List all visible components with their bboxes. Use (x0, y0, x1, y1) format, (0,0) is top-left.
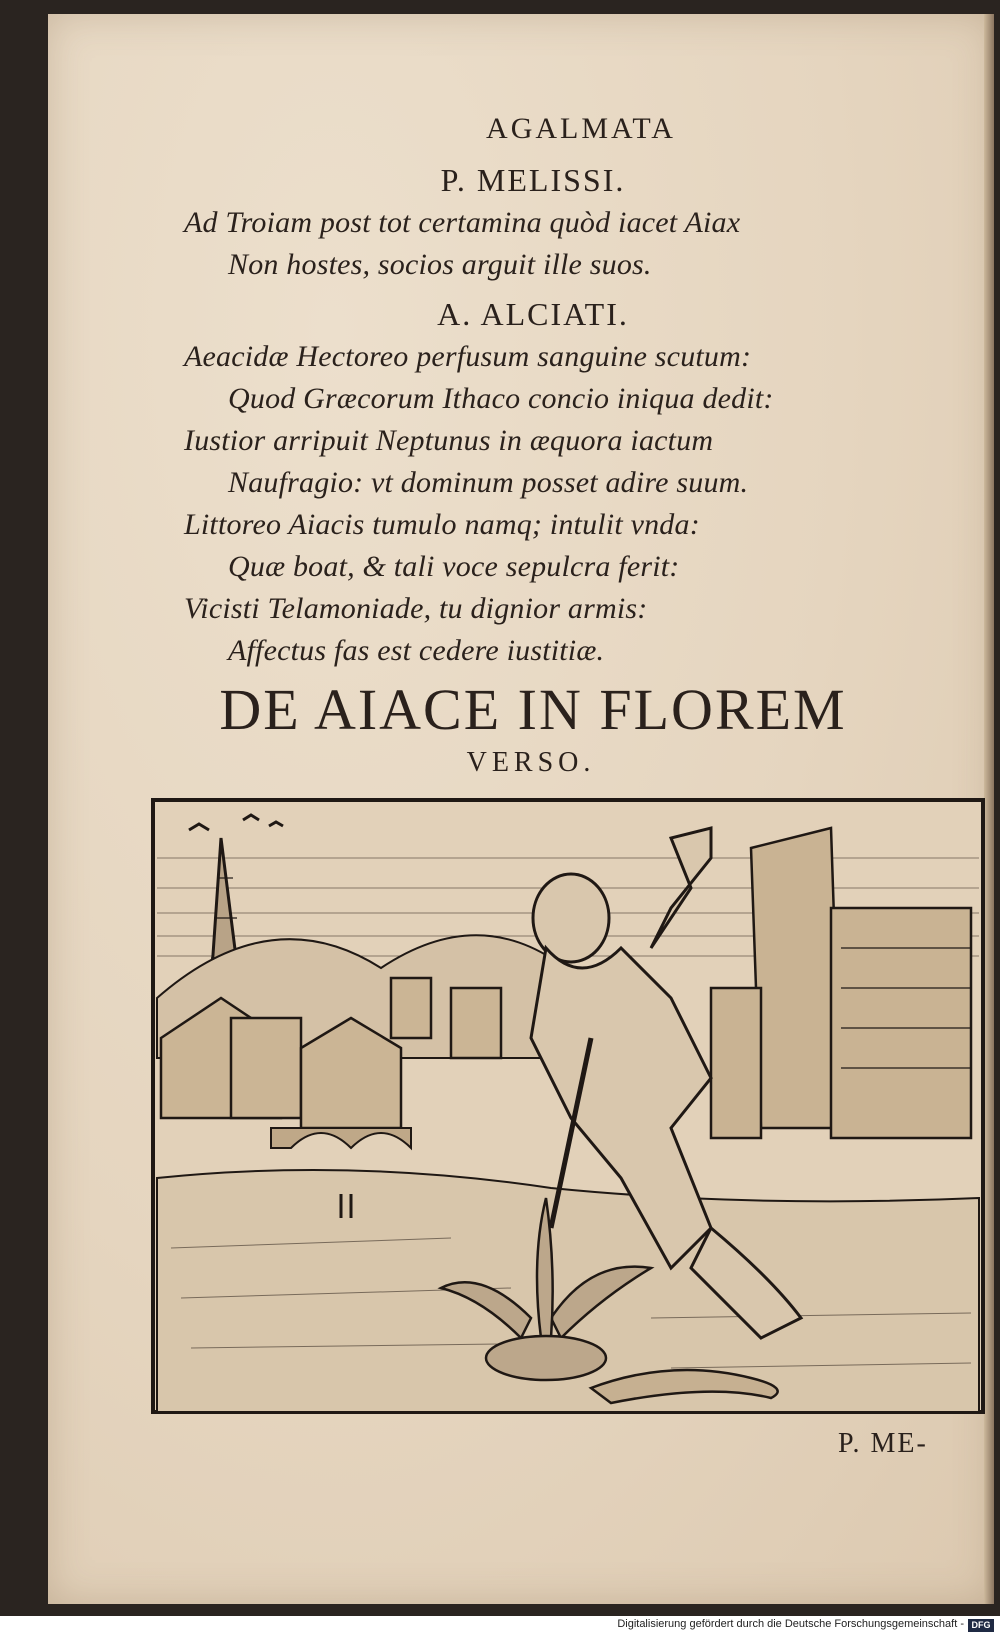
author-heading-alciati: A. ALCIATI. (437, 296, 629, 332)
emblem-subtitle: VERSO. (466, 747, 596, 778)
catchword: P. ME- (838, 1428, 928, 1459)
emblem-title: DE AIACE IN FLOREM (219, 677, 847, 742)
verse-line: Quæ boat, & tali voce sepulcra ferit: (228, 550, 680, 583)
verse-line: Naufragio: vt dominum posset adire suum. (228, 466, 749, 499)
woodcut-illustration (151, 798, 985, 1414)
dfg-logo: DFG (968, 1619, 994, 1632)
author-heading-melissi: P. MELISSI. (440, 162, 626, 198)
verse-line: Vicisti Telamoniade, tu dignior armis: (184, 592, 648, 625)
page-gutter (984, 14, 994, 1604)
verse-line: Iustior arripuit Neptunus in æquora iactum (184, 424, 714, 457)
book-page (48, 14, 994, 1604)
footer-funding-note: Digitalisierung gefördert durch die Deutsche Forschungsgemeinschaft - (617, 1618, 964, 1630)
running-head: AGALMATA (486, 112, 676, 145)
verse-line: Littoreo Aiacis tumulo namq; intulit vnda: (184, 508, 700, 541)
verse-line: Aeacidæ Hectoreo perfusum sanguine scutum: (184, 340, 752, 373)
verse-line: Ad Troiam post tot certamina quòd iacet Aiax (184, 206, 741, 239)
verse-line: Affectus fas est cedere iustitiæ. (228, 634, 605, 667)
verse-line: Non hostes, socios arguit ille suos. (228, 248, 652, 281)
verse-line: Quod Græcorum Ithaco concio iniqua dedit: (228, 382, 774, 415)
